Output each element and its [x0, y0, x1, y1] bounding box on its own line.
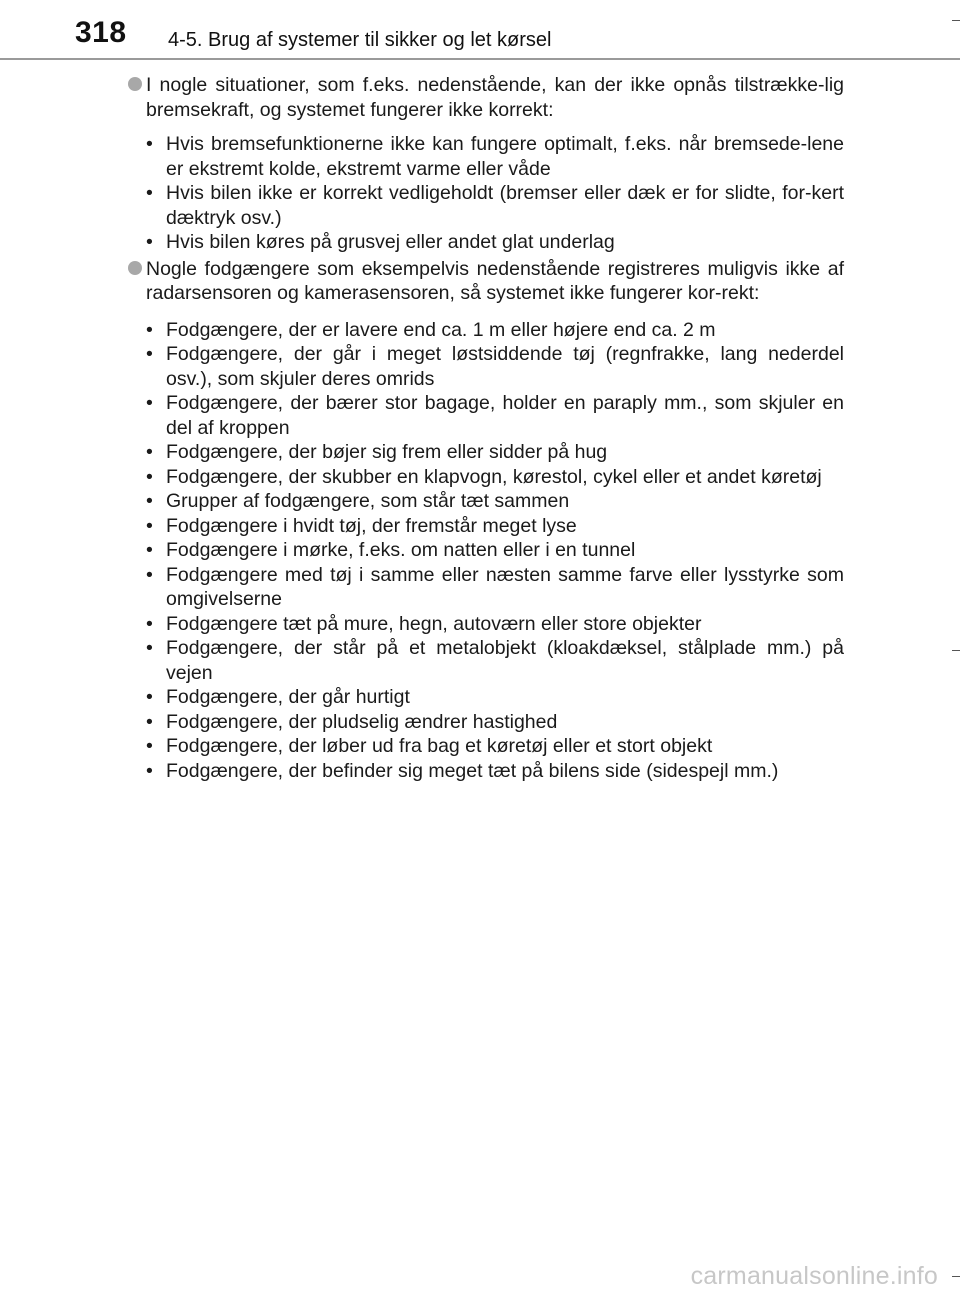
list-item — [146, 759, 844, 784]
list-item-text: Hvis bremsefunktionerne ikke kan fungere optimalt, f.eks. når bremsede-lene er ekstremt kolde, ekstremt varme eller våde — [166, 133, 844, 180]
crop-mark — [952, 1276, 960, 1277]
watermark: carmanualsonline.info — [690, 1262, 938, 1290]
circle-bullet-icon — [128, 261, 142, 275]
list-item-text: Fodgængere, der er lavere end ca. 1 m eller højere end ca. 2 m — [166, 318, 716, 341]
bullet-dot-icon: • — [146, 465, 153, 488]
bullet-dot-icon: • — [146, 686, 153, 708]
bullet-dot-icon: • — [146, 612, 153, 635]
circle-bullet-icon — [128, 77, 142, 91]
list-item-text: Fodgængere, der pludselig ændrer hastighed — [166, 710, 558, 733]
section-title: 4-5. Brug af systemer til sikker og let kørsel — [168, 29, 552, 51]
list-item — [146, 685, 844, 710]
bullet-dot-icon: • — [146, 441, 153, 463]
bullet-dot-icon: • — [146, 318, 153, 341]
list-item — [146, 318, 844, 343]
list-item-text: Hvis bilen ikke er korrekt vedligeholdt (bremser eller dæk er for slidte, for-kert dæktryk osv.) — [166, 182, 844, 229]
list-item — [146, 465, 844, 490]
crop-mark — [952, 20, 960, 21]
list-item-text: Fodgængere, der går i meget løstsiddende tøj (regnfrakke, lang nederdel osv.), som skjuler deres omrids — [166, 343, 844, 390]
list-item — [146, 181, 844, 230]
list-item-text: Fodgængere, der bærer stor bagage, holder en paraply mm., som skjuler en del af kroppen — [166, 392, 844, 439]
bullet-dot-icon: • — [146, 539, 153, 561]
note-block — [128, 73, 844, 255]
bullet-dot-icon: • — [146, 182, 153, 204]
list-item — [146, 440, 844, 465]
bullet-dot-icon: • — [146, 133, 153, 155]
bullet-dot-icon: • — [146, 563, 153, 586]
bullet-list — [128, 318, 844, 784]
bullet-dot-icon: • — [146, 392, 153, 414]
page-number: 318 — [75, 16, 127, 49]
list-item — [146, 342, 844, 391]
list-item-text: Fodgængere, der står på et metalobjekt (kloakdæksel, stålplade mm.) på vejen — [166, 637, 844, 684]
page-header — [0, 0, 960, 60]
list-item — [146, 563, 844, 612]
list-item-text: Fodgængere, der skubber en klapvogn, kørestol, cykel eller et andet køretøj — [166, 465, 822, 488]
note-block — [128, 257, 844, 784]
page-content — [128, 73, 844, 783]
list-item — [146, 612, 844, 637]
list-item — [146, 230, 844, 255]
list-item — [146, 636, 844, 685]
list-item-text: Grupper af fodgængere, som står tæt sammen — [166, 490, 570, 512]
list-item-text: Fodgængere med tøj i samme eller næsten samme farve eller lysstyrke som omgivelserne — [166, 563, 844, 610]
list-item — [146, 538, 844, 563]
list-item-text: Hvis bilen køres på grusvej eller andet glat underlag — [166, 231, 615, 253]
list-item — [146, 514, 844, 539]
lead-paragraph — [128, 73, 844, 122]
list-item-text: Fodgængere tæt på mure, hegn, autoværn eller store objekter — [166, 612, 702, 635]
list-item — [146, 710, 844, 735]
list-item-text: Fodgængere i hvidt tøj, der fremstår meget lyse — [166, 514, 577, 537]
list-item-text: Fodgængere, der befinder sig meget tæt på bilens side (sidespejl mm.) — [166, 759, 779, 782]
list-item-text: Fodgængere, der bøjer sig frem eller sidder på hug — [166, 441, 608, 463]
list-item — [146, 391, 844, 440]
lead-paragraph — [128, 257, 844, 306]
bullet-dot-icon: • — [146, 637, 153, 659]
bullet-dot-icon: • — [146, 735, 153, 757]
crop-mark — [952, 650, 960, 651]
bullet-dot-icon: • — [146, 514, 153, 537]
list-item-text: Fodgængere, der løber ud fra bag et køretøj eller et stort objekt — [166, 735, 713, 757]
list-item-text: Fodgængere, der går hurtigt — [166, 686, 410, 708]
list-item — [146, 734, 844, 759]
lead-text: I nogle situationer, som f.eks. nedenstående, kan der ikke opnås tilstrække-lig bremsekraft, og systemet fungerer ikke korrekt: — [146, 74, 844, 121]
bullet-dot-icon: • — [146, 343, 153, 365]
list-item — [146, 132, 844, 181]
bullet-dot-icon: • — [146, 759, 153, 782]
bullet-dot-icon: • — [146, 490, 153, 512]
header-rule — [0, 58, 960, 60]
list-item — [146, 489, 844, 514]
list-item-text: Fodgængere i mørke, f.eks. om natten eller i en tunnel — [166, 539, 636, 561]
lead-text: Nogle fodgængere som eksempelvis nedenstående registreres muligvis ikke af radarsensoren og kamerasensoren, så systemet ikke fungerer kor-rekt: — [146, 257, 844, 304]
bullet-list — [128, 132, 844, 255]
bullet-dot-icon: • — [146, 231, 153, 253]
bullet-dot-icon: • — [146, 710, 153, 733]
